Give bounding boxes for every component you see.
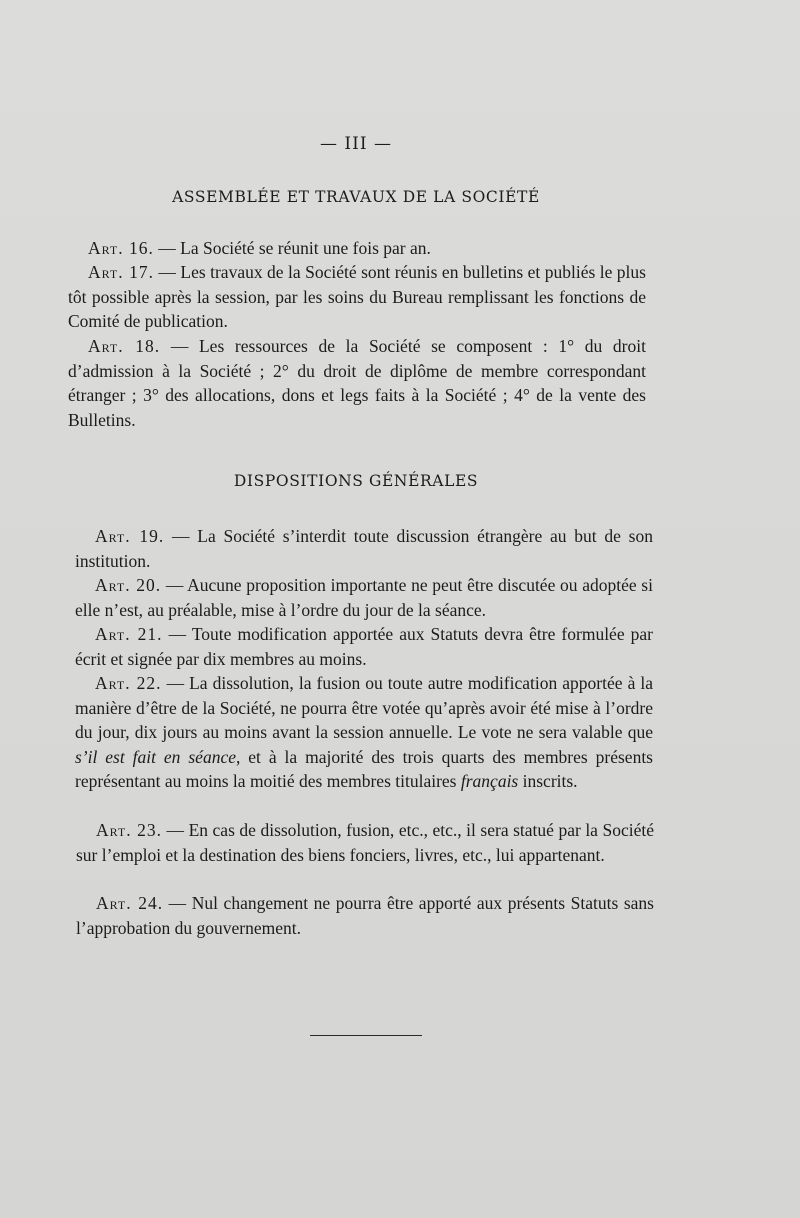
article-24 xyxy=(76,891,654,940)
article-21 xyxy=(75,622,653,671)
article-label: Art. 22. xyxy=(95,673,162,693)
article-label: Art. 16. xyxy=(88,238,154,258)
article-23 xyxy=(76,818,654,867)
article-text: — En cas de dissolution, fusion, etc., etc., il sera statué par la Société sur l’emploi et la destination des biens fonciers, livres, etc., lui appartenant. xyxy=(76,820,654,865)
section-title-dispositions: DISPOSITIONS GÉNÉRALES xyxy=(233,472,479,490)
article-16 xyxy=(68,236,646,261)
article-22 xyxy=(75,671,653,794)
article-label: Art. 18. xyxy=(88,336,161,356)
article-text: — Aucune proposition importante ne peut être discutée ou adoptée si elle n’est, au préalable, mise à l’ordre du jour de la séance. xyxy=(75,575,653,620)
article-text: — Nul changement ne pourra être apporté aux présents Statuts sans l’approbation du gouvernement. xyxy=(76,893,654,938)
article-text-italic: s’il est fait en séance xyxy=(75,746,236,767)
article-text: — La Société se réunit une fois par an. xyxy=(153,238,431,258)
article-text: inscrits. xyxy=(518,771,578,791)
section-title-assemblee: ASSEMBLÉE ET TRAVAUX DE LA SOCIÉTÉ xyxy=(172,188,540,206)
article-20 xyxy=(75,573,653,622)
article-label: Art. 23. xyxy=(96,820,163,840)
article-text: — Les ressources de la Société se composent : 1° du droit d’admission à la Société ; 2° du droit de diplôme de membre correspondant étranger ; 3° des allocations, dons et legs faits à la Société ; 4° de la vente des Bulletins. xyxy=(68,336,646,430)
article-label: Art. 24. xyxy=(96,893,164,913)
article-label: Art. 21. xyxy=(95,624,163,644)
article-text: — Toute modification apportée aux Statuts devra être formulée par écrit et signée par dix membres au moins. xyxy=(75,624,653,669)
article-19 xyxy=(75,524,653,573)
closing-rule xyxy=(310,1035,422,1036)
page-number: — III — xyxy=(320,134,392,154)
article-text: — Les travaux de la Société sont réunis en bulletins et publiés le plus tôt possible après la session, par les soins du Bureau remplissant les fonctions de Comité de publication. xyxy=(68,262,646,331)
article-label: Art. 17. xyxy=(88,262,154,282)
article-text: — La dissolution, la fusion ou toute autre modification apportée à la manière d’être de la Société, ne pourra être votée qu’après avoir été mise à l’ordre du jour, dix jours au moins avant la session annuelle. Le vote ne sera valable que xyxy=(75,673,653,742)
article-text: , et à la majorité des trois quarts des membres présents représentant au moins la moitié des membres titulaires xyxy=(75,746,653,791)
article-label: Art. 20. xyxy=(95,575,162,595)
article-text: — La Société s’interdit toute discussion étrangère au but de son institution. xyxy=(75,526,653,571)
article-label: Art. 19. xyxy=(95,526,165,546)
article-18 xyxy=(68,334,646,432)
article-text-italic: français xyxy=(460,771,519,791)
article-17 xyxy=(68,260,646,334)
